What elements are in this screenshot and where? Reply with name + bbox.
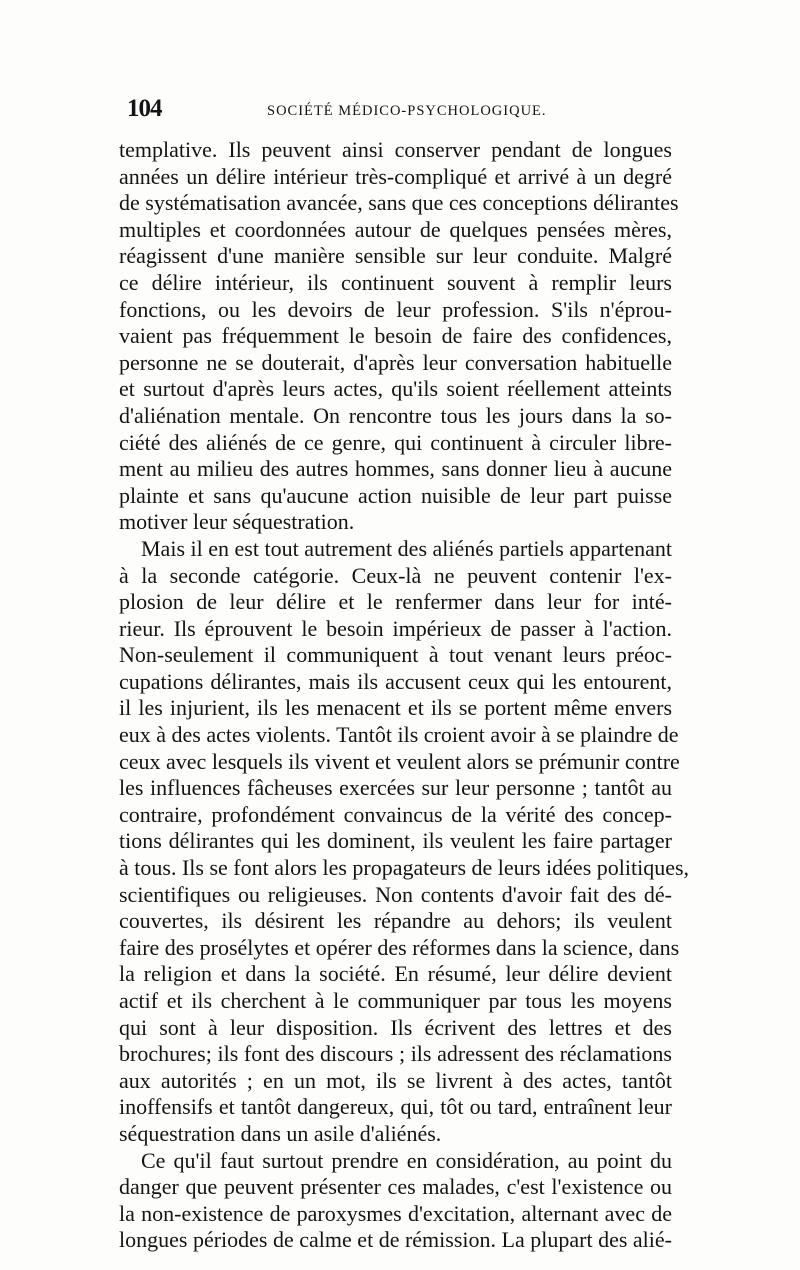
- text-line: réagissent d'une manière sensible sur leur conduite. Malgré: [119, 243, 672, 269]
- text-line: les influences fâcheuses exercées sur leur personne ; tantôt au: [119, 775, 672, 801]
- text-line: cupations délirantes, mais ils accusent ceux qui les entourent,: [119, 668, 672, 694]
- text-line: Non-seulement il communiquent à tout venant leurs préoc-: [119, 642, 672, 668]
- text-line: séquestration dans un asile d'aliénés.: [119, 1120, 442, 1146]
- text-line: rieur. Ils éprouvent le besoin impérieux de passer à l'action.: [119, 615, 672, 641]
- text-line: à tous. Ils se font alors les propagateurs de leurs idées politiques,: [119, 855, 690, 881]
- page-header: [127, 94, 672, 124]
- text-line: personne ne se douterait, d'après leur conversation habituelle: [119, 349, 672, 375]
- text-line: il les injurient, ils les menacent et ils se portent même envers: [119, 695, 672, 721]
- text-line: fonctions, ou les devoirs de leur profession. S'ils n'éprou-: [119, 296, 672, 322]
- text-line: ce délire intérieur, ils continuent souvent à remplir leurs: [119, 269, 672, 295]
- text-line: templative. Ils peuvent ainsi conserver pendant de longues: [119, 137, 672, 162]
- text-line: Mais il en est tout autrement des aliénés partiels appartenant: [141, 535, 672, 561]
- text-line: inoffensifs et tantôt dangereux, qui, tôt ou tard, entraînent leur: [119, 1094, 672, 1120]
- text-line: la religion et dans la société. En résumé, leur délire devient: [119, 961, 672, 987]
- text-line: danger que peuvent présenter ces malades, c'est l'existence ou: [119, 1174, 672, 1200]
- text-line: faire des prosélytes et opérer des réformes dans la science, dans: [119, 934, 680, 960]
- text-line: longues périodes de calme et de rémission. La plupart des alié-: [119, 1227, 672, 1253]
- text-line: brochures; ils font des discours ; ils adressent des réclamations: [119, 1041, 672, 1067]
- text-line: de systématisation avancée, sans que ces conceptions délirantes: [119, 190, 679, 216]
- text-line: scientifiques ou religieuses. Non contents d'avoir fait des dé-: [119, 881, 672, 907]
- text-line: à la seconde catégorie. Ceux-là ne peuvent contenir l'ex-: [119, 562, 672, 588]
- text-line: Ce qu'il faut surtout prendre en considération, au point du: [141, 1147, 672, 1173]
- text-line: tions délirantes qui les dominent, ils veulent les faire partager: [119, 828, 672, 854]
- text-line: ment au milieu des autres hommes, sans donner lieu à aucune: [119, 456, 672, 482]
- text-line: couvertes, ils désirent les répandre au dehors; ils veulent: [119, 908, 672, 934]
- text-line: vaient pas fréquemment le besoin de faire des confidences,: [119, 323, 672, 349]
- running-head: SOCIÉTÉ MÉDICO-PSYCHOLOGIQUE.: [267, 103, 547, 119]
- text-line: et surtout d'après leurs actes, qu'ils soient réellement atteints: [119, 376, 672, 402]
- body-text: [119, 137, 690, 1254]
- text-line: motiver leur séquestration.: [119, 509, 355, 535]
- text-line: eux à des actes violents. Tantôt ils croient avoir à se plaindre de: [119, 722, 679, 748]
- text-line: multiples et coordonnées autour de quelques pensées mères,: [119, 216, 672, 242]
- text-line: actif et ils cherchent à le communiquer par tous les moyens: [119, 988, 672, 1013]
- text-line: ciété des aliénés de ce genre, qui continuent à circuler libre-: [119, 429, 672, 455]
- text-line: années un délire intérieur très-compliqué et arrivé à un degré: [119, 163, 672, 189]
- text-line: plosion de leur délire et le renfermer dans leur for inté-: [119, 589, 672, 615]
- text-line: ceux avec lesquels ils vivent et veulent alors se prémunir contre: [119, 748, 680, 774]
- text-line: qui sont à leur disposition. Ils écrivent des lettres et des: [119, 1014, 672, 1040]
- text-line: contraire, profondément convaincus de la vérité des concep-: [119, 801, 672, 827]
- page-number: 104: [127, 95, 162, 122]
- text-line: d'aliénation mentale. On rencontre tous les jours dans la so-: [119, 402, 672, 428]
- text-line: aux autorités ; en un mot, ils se livrent à des actes, tantôt: [119, 1067, 672, 1093]
- text-line: plainte et sans qu'aucune action nuisible de leur part puisse: [119, 482, 672, 508]
- text-line: la non-existence de paroxysmes d'excitation, alternant avec de: [119, 1200, 672, 1226]
